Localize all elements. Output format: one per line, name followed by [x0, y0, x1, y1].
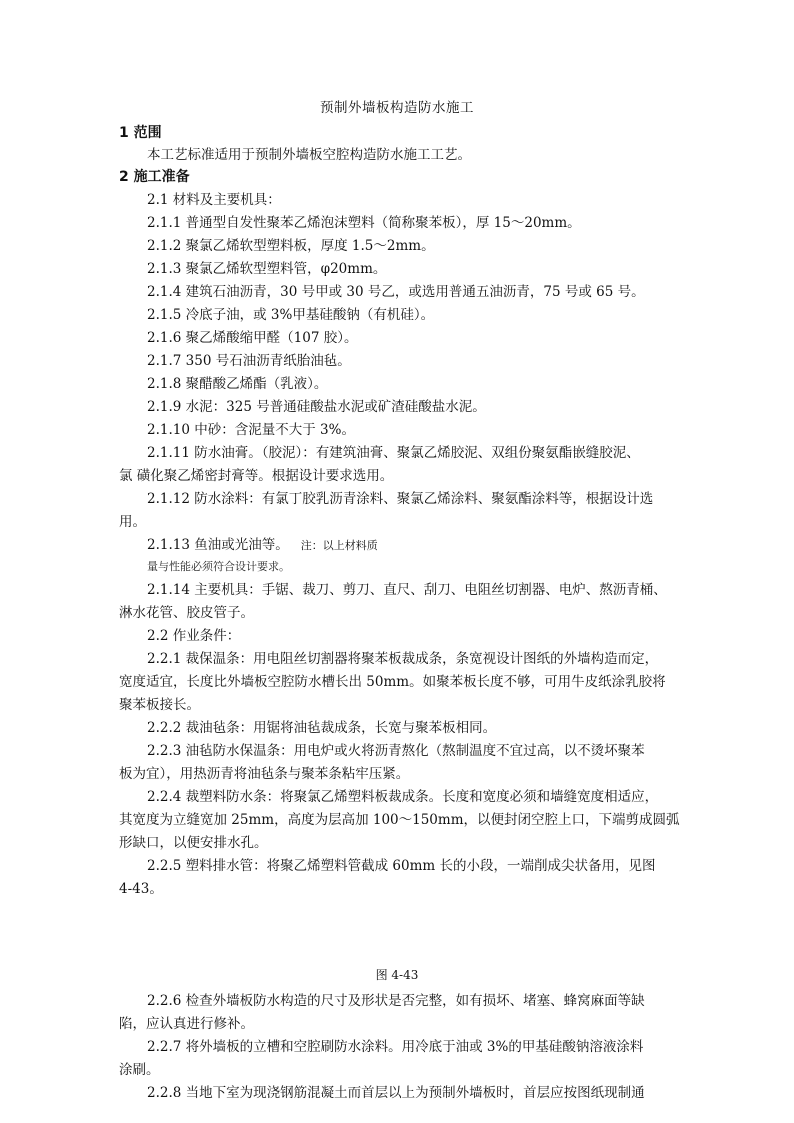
paragraph-line: 2.1.4 建筑石油沥青，30 号甲或 30 号乙，或选用普通五油沥青，75 号或 65 号。 [147, 284, 645, 300]
paragraph-line [147, 534, 707, 557]
paragraph-line: 2.1.14 主要机具：手锯、裁刀、剪刀、直尺、刮刀、电阻丝切割器、电炉、熬沥青桶、 [147, 582, 667, 598]
paragraph-line: 2.2.2 裁油毡条：用锯将油毡裁成条，长宽与聚苯板相同。 [147, 720, 497, 736]
paragraph-line: 2.1.1 普通型自发性聚苯乙烯泡沫塑料（简称聚苯板），厚 15～20mm。 [147, 215, 581, 231]
section-1-text: 本工艺标准适用于预制外墙板空腔构造防水施工工艺。 [147, 147, 471, 163]
paragraph-line: 2.1.8 聚醋酸乙烯酯（乳液）。 [147, 376, 328, 392]
paragraph-line-continued: 聚苯板接长。 [119, 697, 200, 713]
paragraph-line: 2.1.7 350 号石油沥青纸胎油毡。 [147, 353, 351, 369]
note-label: 注：以上材料质 [300, 539, 378, 552]
document-title: 预制外墙板构造防水施工 [320, 100, 474, 116]
paragraph-line: 2.2.7 将外墙板的立槽和空腔刷防水涂料。用冷底于油或 3%的甲基硅酸钠溶液涂料 [147, 1039, 644, 1055]
paragraph-line-continued: 宽度适宜，长度比外墙板空腔防水槽长出 50mm。如聚苯板长度不够，可用牛皮纸涂乳胶将 [119, 674, 666, 690]
paragraph-line-continued: 4-43。 [119, 881, 163, 897]
paragraph-line-continued: 用。 [119, 514, 146, 530]
paragraph-line: 2.1.2 聚氯乙烯软型塑料板，厚度 1.5～2mm。 [147, 238, 435, 254]
paragraph-line: 2.1.11 防水油膏。（胶泥）：有建筑油膏、聚氯乙烯胶泥、双组份聚氨酯嵌缝胶泥、 [147, 445, 640, 461]
note-text: 量与性能必须符合设计要求。 [147, 560, 290, 573]
paragraph-line-continued: 涂刷。 [119, 1062, 160, 1078]
paragraph-line: 2.1.5 冷底子油，或 3%甲基硅酸钠（有机硅）。 [147, 307, 435, 323]
paragraph-line-continued: 陷，应认真进行修补。 [119, 1016, 254, 1032]
paragraph-line-continued: 形缺口，以便安排水孔。 [119, 835, 268, 851]
figure-caption: 图 4-43 [375, 968, 419, 982]
paragraph-line-continued: 其宽度为立缝宽加 25mm，高度为层高加 100～150mm，以便封闭空腔上口，下端剪成圆弧 [119, 812, 680, 828]
section-1-heading: 1 范围 [119, 125, 162, 141]
paragraph-line: 2.1 材料及主要机具： [147, 192, 281, 208]
paragraph-line: 2.1.6 聚乙烯酸缩甲醛（107 胶）。 [147, 330, 358, 346]
paragraph-line: 2.2.4 裁塑料防水条：将聚氯乙烯塑料板裁成条。长度和宽度必须和墙缝宽度相适应， [147, 789, 659, 805]
paragraph-line: 2.1.3 聚氯乙烯软型塑料管，φ20mm。 [147, 261, 387, 277]
paragraph-line: 2.2.8 当地下室为现浇钢筋混凝土而首层以上为预制外墙板时，首层应按图纸现制通 [147, 1085, 645, 1101]
item-2-1-13: 2.1.13 鱼油或光油等。 [147, 537, 289, 553]
paragraph-line: 2.2.5 塑料排水管：将聚乙烯塑料管截成 60mm 长的小段，一端削成尖状备用，见图 [147, 858, 656, 874]
paragraph-line: 2.2.6 检查外墙板防水构造的尺寸及形状是否完整，如有损坏、堵塞、蜂窝麻面等缺 [147, 993, 645, 1009]
paragraph-line-continued: 氯 磺化聚乙烯密封膏等。根据设计要求选用。 [119, 468, 394, 484]
section-2-heading: 2 施工准备 [119, 169, 190, 185]
paragraph-line: 2.1.9 水泥：325 号普通硅酸盐水泥或矿渣硅酸盐水泥。 [147, 399, 486, 415]
paragraph-line: 2.2.1 裁保温条：用电阻丝切割器将聚苯板裁成条，条宽视设计图纸的外墙构造而定， [147, 651, 659, 667]
paragraph-line-continued: 淋水花管、胶皮管子。 [119, 605, 254, 621]
paragraph-line: 2.2 作业条件： [147, 628, 241, 644]
paragraph-line: 2.1.12 防水涂料：有氯丁胶乳沥青涂料、聚氯乙烯涂料、聚氨酯涂料等，根据设计选 [147, 491, 654, 507]
paragraph-line-continued: 板为宜），用热沥青将油毡条与聚苯条粘牢压紧。 [119, 766, 410, 782]
paragraph-line: 2.1.10 中砂：含泥量不大于 3%。 [147, 422, 355, 438]
paragraph-line: 2.2.3 油毡防水保温条：用电炉或火将沥青熬化（熬制温度不宜过高，以不烫坏聚苯 [147, 743, 645, 759]
